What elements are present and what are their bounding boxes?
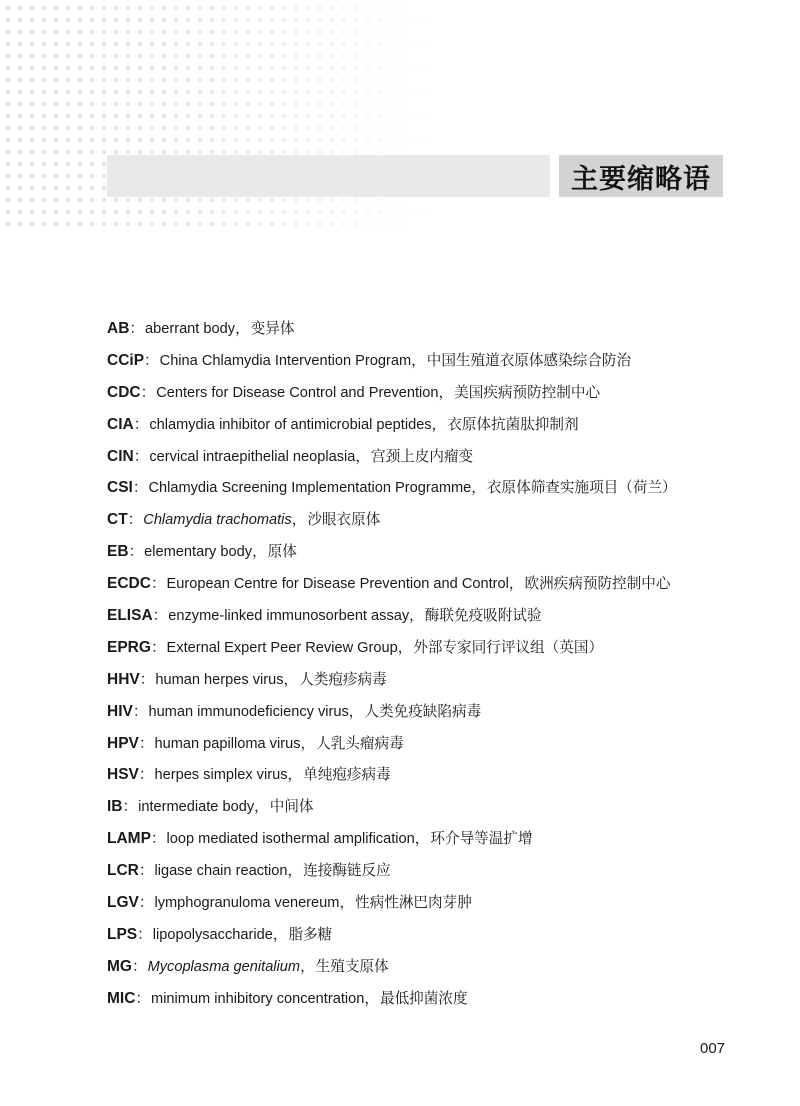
separator-comma: ， — [252, 544, 267, 561]
separator-comma: ， — [355, 448, 370, 465]
separator-comma: ， — [287, 767, 303, 784]
separator-comma: ， — [254, 799, 269, 816]
abbreviation-definition: External Expert Peer Review Group — [166, 639, 398, 656]
abbreviation-chinese-term: 欧洲疾病预防控制中心 — [524, 576, 671, 593]
abbreviation-chinese-term: 连接酶链反应 — [303, 863, 391, 880]
abbreviation-entry — [107, 637, 677, 669]
separator-colon: ： — [144, 352, 159, 369]
separator-colon: ： — [132, 703, 148, 720]
abbreviation-term: CCiP — [107, 351, 145, 369]
abbreviation-term: CIA — [107, 415, 134, 433]
separator-comma: ， — [508, 576, 524, 593]
abbreviation-term: CT — [107, 511, 128, 529]
abbreviation-definition: China Chlamydia Intervention Program — [159, 352, 412, 369]
abbreviation-term: LPS — [107, 925, 138, 943]
separator-colon: ： — [127, 512, 143, 529]
title-band — [107, 155, 550, 197]
abbreviation-term: ECDC — [107, 575, 151, 593]
separator-colon: ： — [133, 416, 149, 433]
abbreviation-term: EB — [107, 543, 129, 561]
abbreviation-entry — [107, 733, 677, 765]
abbreviation-chinese-term: 变异体 — [250, 321, 295, 337]
abbreviation-term: HPV — [107, 734, 139, 752]
separator-colon: ： — [132, 480, 148, 497]
abbreviation-chinese-term: 生殖支原体 — [315, 958, 389, 975]
abbreviation-chinese-term: 酶联免疫吸附试验 — [424, 608, 542, 625]
abbreviation-chinese-term: 人类免疫缺陷病毒 — [364, 703, 482, 720]
abbreviation-term: HHV — [107, 670, 140, 688]
separator-comma: ， — [414, 831, 430, 848]
abbreviation-chinese-term: 原体 — [267, 544, 297, 561]
separator-comma: ， — [287, 863, 303, 880]
separator-comma: ， — [339, 895, 355, 912]
abbreviation-entry — [107, 382, 677, 414]
page-title: 主要缩略语 — [571, 163, 711, 195]
abbreviation-entry — [107, 924, 677, 956]
abbreviation-chinese-term: 单纯疱疹病毒 — [303, 767, 391, 784]
abbreviation-chinese-term: 人乳头瘤病毒 — [316, 735, 404, 752]
abbreviation-chinese-term: 中国生殖道衣原体感染综合防治 — [426, 352, 632, 369]
separator-comma: ， — [397, 639, 413, 656]
separator-comma: ， — [283, 671, 299, 688]
page-number: 007 — [700, 1040, 726, 1057]
abbreviation-entry — [107, 956, 677, 988]
abbreviation-definition: lipopolysaccharide — [152, 926, 273, 943]
separator-colon: ： — [152, 608, 168, 625]
separator-comma: ， — [348, 703, 364, 720]
abbreviation-definition: human papilloma virus — [154, 735, 301, 752]
abbreviation-chinese-term: 美国疾病预防控制中心 — [454, 384, 601, 401]
abbreviation-entry — [107, 860, 677, 892]
abbreviation-list — [107, 318, 677, 1020]
abbreviation-entry — [107, 828, 677, 860]
abbreviation-term: HSV — [107, 766, 139, 784]
separator-colon: ： — [122, 799, 138, 816]
abbreviation-term: LCR — [107, 862, 139, 880]
abbreviation-definition: Mycoplasma genitalium — [147, 958, 301, 975]
abbreviation-definition: Centers for Disease Control and Prevention — [156, 384, 439, 401]
page-title-box — [559, 155, 723, 197]
abbreviation-term: MG — [107, 957, 132, 975]
abbreviation-chinese-term: 衣原体抗菌肽抑制剂 — [447, 416, 579, 433]
abbreviation-term: HIV — [107, 702, 133, 720]
abbreviation-entry — [107, 350, 677, 382]
separator-comma: ， — [438, 384, 454, 401]
abbreviation-entry — [107, 669, 677, 701]
separator-colon: ： — [139, 671, 155, 688]
abbreviation-definition: lymphogranuloma venereum — [154, 895, 340, 912]
abbreviation-entry — [107, 477, 677, 509]
abbreviation-definition: loop mediated isothermal amplification — [166, 831, 415, 848]
separator-colon: ： — [137, 926, 152, 943]
abbreviation-chinese-term: 人类疱疹病毒 — [299, 671, 387, 688]
separator-comma: ， — [300, 735, 316, 752]
abbreviation-term: CIN — [107, 447, 134, 465]
separator-comma: ， — [364, 990, 379, 1007]
separator-comma: ， — [409, 608, 424, 625]
separator-comma: ， — [411, 352, 426, 369]
abbreviation-term: MIC — [107, 989, 136, 1007]
abbreviation-chinese-term: 性病性淋巴肉芽肿 — [355, 895, 472, 912]
separator-colon: ： — [129, 321, 144, 337]
separator-colon: ： — [138, 735, 154, 752]
abbreviation-term: IB — [107, 798, 123, 816]
abbreviation-term: CDC — [107, 383, 141, 401]
abbreviation-definition: human immunodeficiency virus — [148, 703, 349, 720]
separator-colon: ： — [131, 958, 147, 975]
abbreviation-definition: intermediate body — [138, 799, 255, 816]
abbreviation-entry — [107, 796, 677, 828]
abbreviation-term: LGV — [107, 894, 139, 912]
separator-colon: ： — [150, 576, 166, 593]
abbreviation-term: CSI — [107, 479, 133, 497]
separator-comma: ， — [235, 321, 250, 337]
abbreviation-entry — [107, 988, 677, 1020]
abbreviation-entry — [107, 446, 677, 478]
separator-comma: ， — [272, 926, 288, 943]
abbreviation-term: ELISA — [107, 607, 153, 625]
separator-colon: ： — [140, 384, 156, 401]
abbreviation-chinese-term: 衣原体筛查实施项目（荷兰） — [486, 480, 677, 497]
separator-colon: ： — [150, 639, 166, 656]
separator-colon: ： — [135, 990, 151, 1007]
abbreviation-definition: aberrant body — [145, 321, 236, 337]
abbreviation-definition: Chlamydia trachomatis — [143, 512, 292, 529]
abbreviation-entry — [107, 573, 677, 605]
abbreviation-chinese-term: 环介导等温扩增 — [430, 831, 533, 848]
abbreviation-definition: Chlamydia Screening Implementation Programme — [148, 480, 472, 497]
abbreviation-entry — [107, 318, 677, 350]
abbreviation-term: LAMP — [107, 830, 151, 848]
separator-colon: ： — [138, 767, 154, 784]
abbreviation-entry — [107, 701, 677, 733]
abbreviation-entry — [107, 892, 677, 924]
abbreviation-chinese-term: 脂多糖 — [288, 926, 333, 943]
abbreviation-chinese-term: 宫颈上皮内瘤变 — [370, 448, 474, 465]
abbreviation-chinese-term: 沙眼衣原体 — [307, 512, 381, 529]
separator-colon: ： — [150, 831, 166, 848]
separator-comma: ， — [471, 480, 486, 497]
abbreviation-definition: herpes simplex virus — [154, 767, 288, 784]
abbreviation-entry — [107, 541, 677, 573]
abbreviation-definition: ligase chain reaction — [154, 863, 288, 880]
abbreviation-definition: cervical intraepithelial neoplasia — [149, 448, 356, 465]
abbreviation-chinese-term: 外部专家同行评议组（英国） — [413, 639, 604, 656]
separator-comma: ， — [431, 416, 447, 433]
separator-comma: ， — [291, 512, 307, 529]
abbreviation-term: EPRG — [107, 638, 151, 656]
abbreviation-chinese-term: 中间体 — [269, 799, 314, 816]
abbreviation-entry — [107, 764, 677, 796]
abbreviation-definition: human herpes virus — [155, 671, 284, 688]
abbreviation-chinese-term: 最低抑菌浓度 — [379, 990, 468, 1007]
abbreviation-definition: enzyme-linked immunosorbent assay — [168, 608, 410, 625]
separator-colon: ： — [133, 448, 149, 465]
abbreviation-definition: minimum inhibitory concentration — [151, 990, 365, 1007]
abbreviation-definition: elementary body — [144, 544, 253, 561]
separator-colon: ： — [138, 895, 154, 912]
abbreviation-entry — [107, 509, 677, 541]
abbreviation-definition: chlamydia inhibitor of antimicrobial peptides — [149, 416, 432, 433]
abbreviation-entry — [107, 605, 677, 637]
abbreviation-entry — [107, 414, 677, 446]
abbreviation-definition: European Centre for Disease Prevention and Control — [166, 576, 509, 593]
separator-comma: ， — [300, 958, 315, 975]
separator-colon: ： — [138, 863, 154, 880]
abbreviation-term: AB — [107, 320, 130, 337]
separator-colon: ： — [128, 544, 144, 561]
